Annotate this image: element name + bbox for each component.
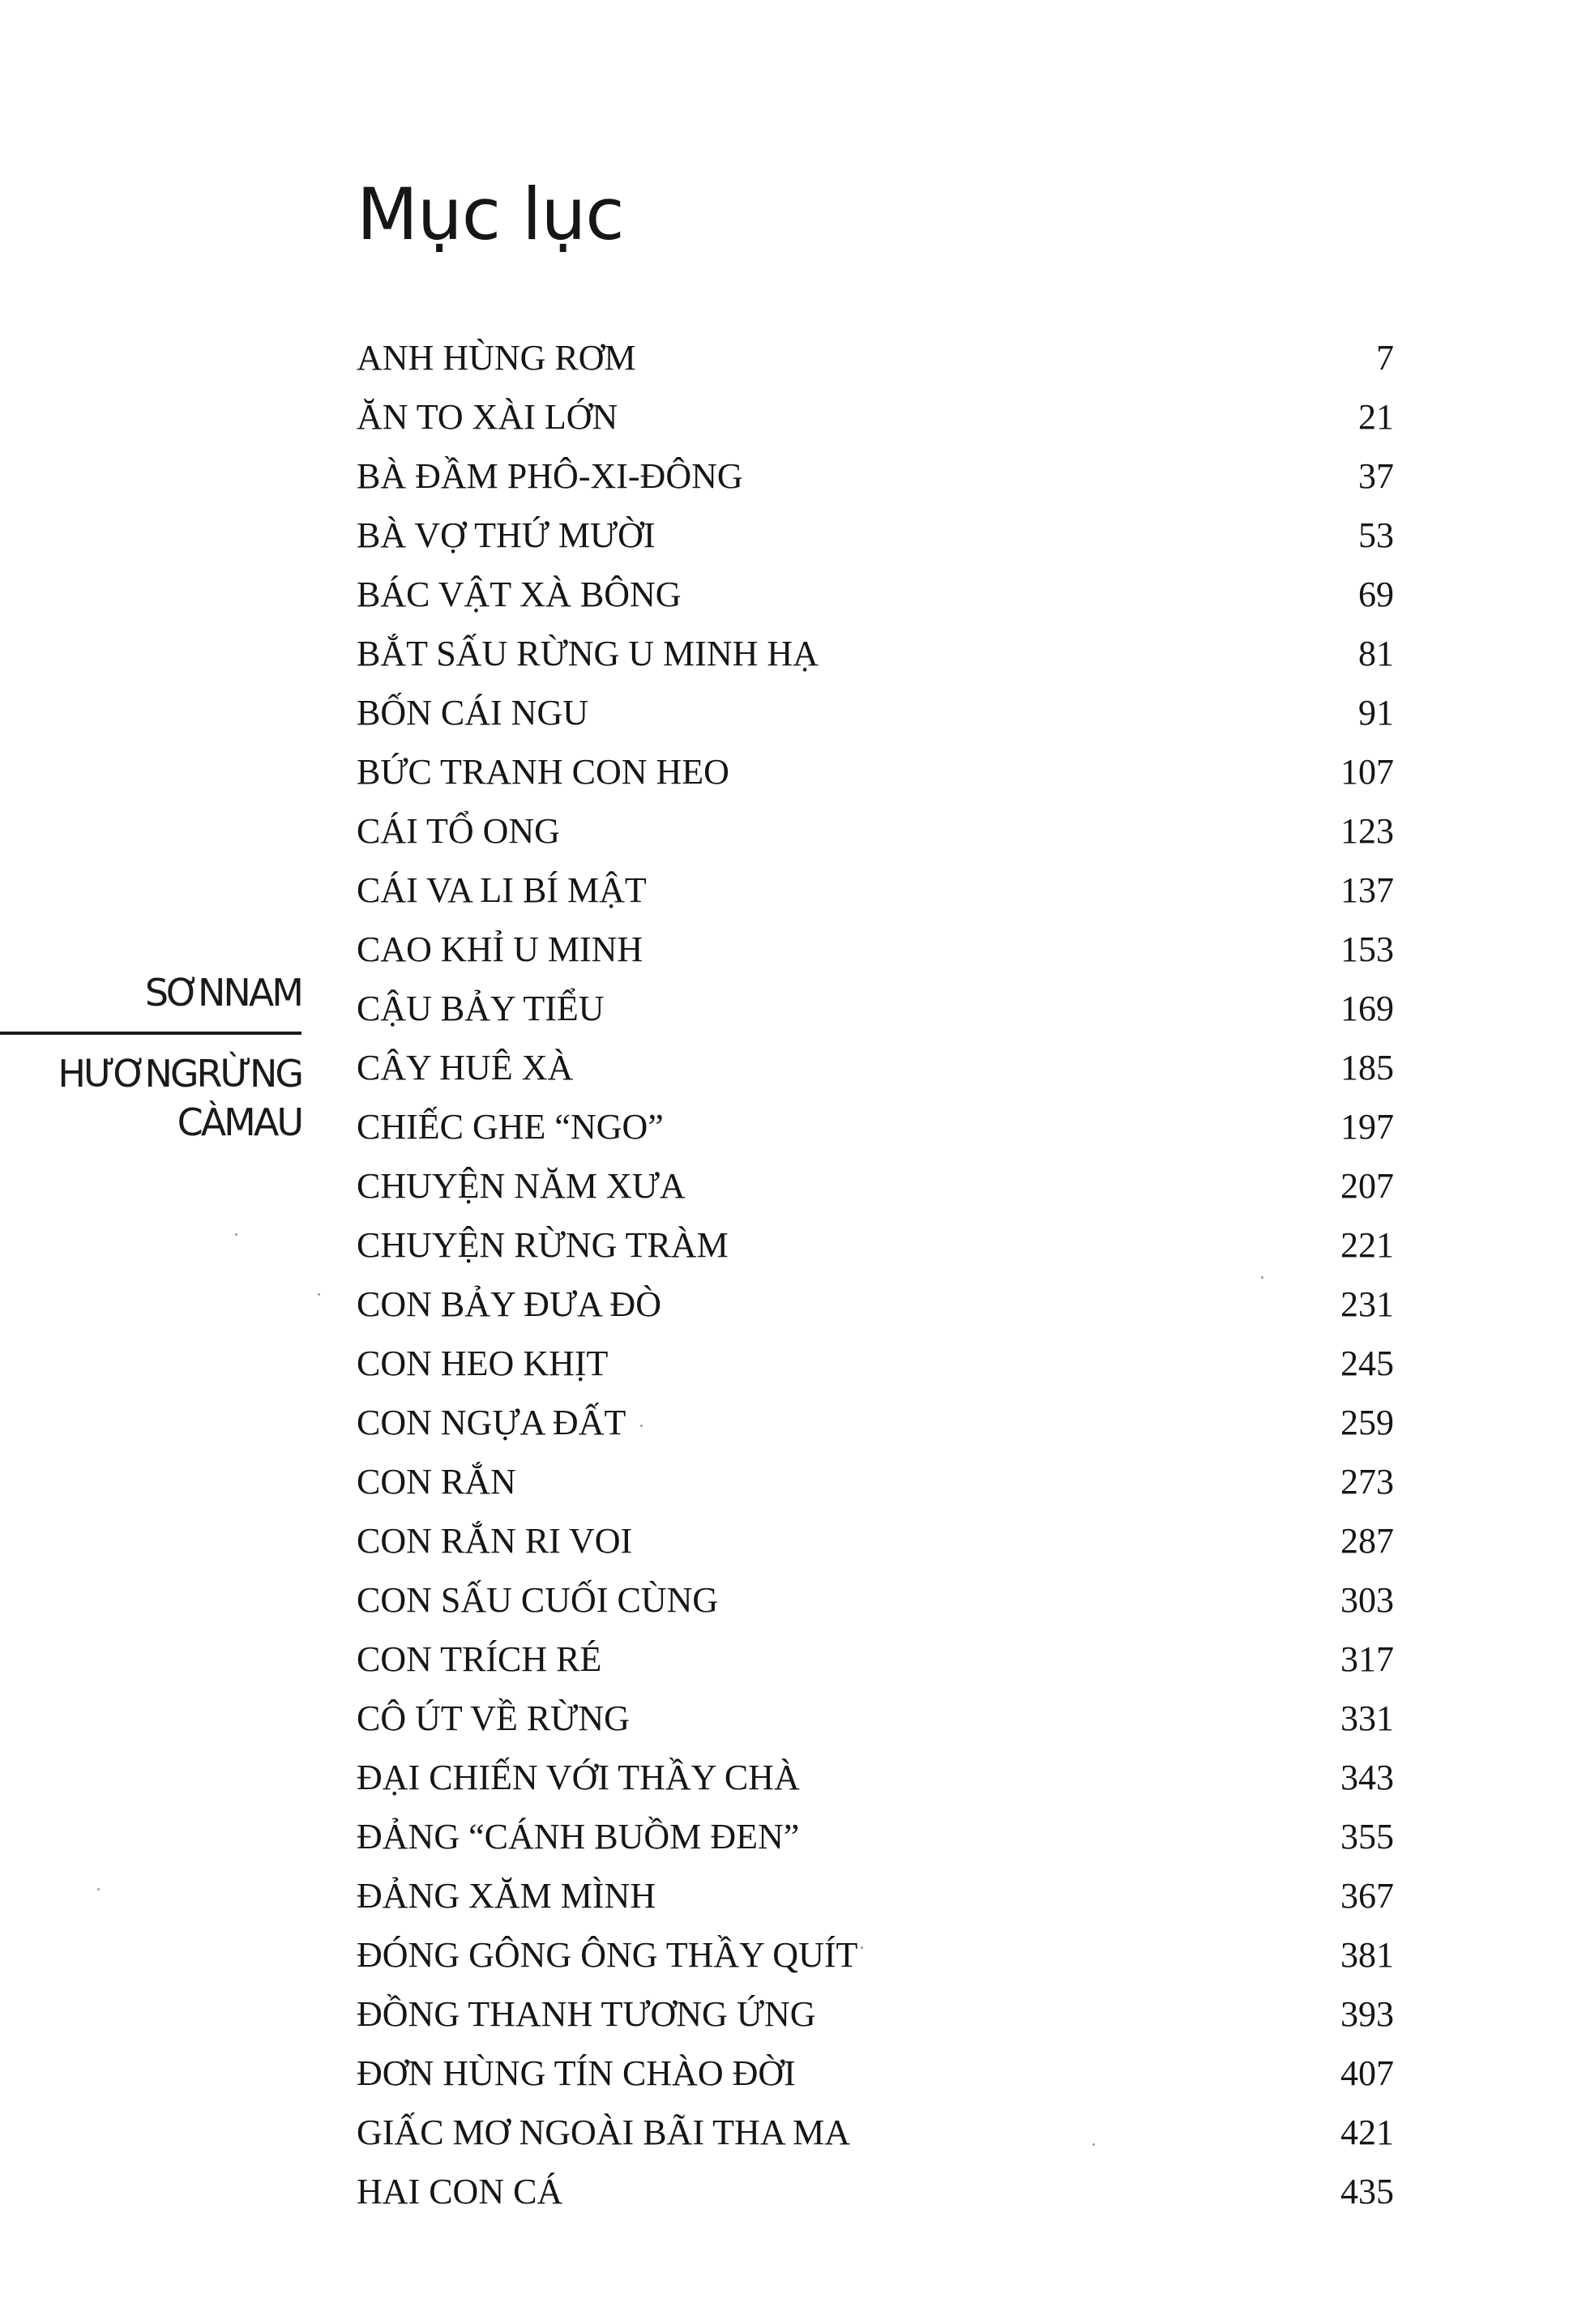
- toc-entry: [357, 1038, 1394, 1097]
- toc-entry: [357, 1925, 1394, 1984]
- toc-entry-page-number: 367: [1340, 1876, 1394, 1916]
- toc-entry: [357, 2044, 1394, 2103]
- toc-entry-page-number: 207: [1340, 1166, 1394, 1206]
- toc-entry-title: CHUYỆN RỪNG TRÀM: [357, 1225, 729, 1265]
- toc-entry-title: ĐẢNG “CÁNH BUỒM ĐEN”: [357, 1817, 800, 1856]
- toc-entry-title: CON SẤU CUỐI CÙNG: [357, 1580, 719, 1620]
- toc-entry-title: CON RẮN: [357, 1462, 516, 1502]
- toc-entry: [357, 920, 1394, 979]
- toc-entry: [357, 1334, 1394, 1393]
- toc-entry: [357, 565, 1394, 624]
- toc-entry-page-number: 137: [1340, 870, 1394, 910]
- toc-entry: [357, 1630, 1394, 1689]
- author-name: SƠNNAM: [144, 971, 301, 1015]
- toc-entry-title: CON RẮN RI VOI: [357, 1521, 633, 1561]
- scan-speck: [1092, 2143, 1095, 2146]
- toc-entry-title: HAI CON CÁ: [357, 2172, 563, 2211]
- toc-entry-page-number: 303: [1340, 1580, 1394, 1620]
- toc-entry-page-number: 317: [1340, 1639, 1394, 1679]
- toc-entry-page-number: 421: [1340, 2113, 1394, 2152]
- toc-entry-title: CON TRÍCH RÉ: [357, 1639, 602, 1679]
- toc-entry: [357, 624, 1394, 683]
- toc-entry-page-number: 273: [1340, 1462, 1394, 1502]
- toc-entry-page-number: 53: [1358, 515, 1394, 555]
- toc-entry-page-number: 91: [1358, 693, 1394, 733]
- toc-entry-title: CÂY HUÊ XÀ: [357, 1048, 574, 1087]
- toc-entry-title: CÁI TỔ ONG: [357, 811, 560, 851]
- toc-entry-title: BỨC TRANH CON HEO: [357, 752, 729, 792]
- toc-entry-title: BẮT SẤU RỪNG U MINH HẠ: [357, 634, 819, 673]
- toc-entry-title: ĐƠN HÙNG TÍN CHÀO ĐỜI: [357, 2053, 796, 2093]
- toc-entry-page-number: 185: [1340, 1048, 1394, 1087]
- toc-entry: [357, 1275, 1394, 1334]
- toc-entry-page-number: 245: [1340, 1344, 1394, 1383]
- toc-entry: [357, 1097, 1394, 1156]
- toc-entry: [357, 1689, 1394, 1748]
- toc-entry: [357, 1452, 1394, 1511]
- scan-speck: [1261, 1276, 1263, 1279]
- book-title-line: CÀMAU: [177, 1100, 301, 1144]
- toc-entry: [357, 683, 1394, 742]
- toc-entry-page-number: 69: [1358, 575, 1394, 614]
- toc-entry-page-number: 331: [1340, 1698, 1394, 1738]
- toc-entry: [357, 1748, 1394, 1807]
- scan-speck: [861, 1946, 863, 1949]
- toc-entry-page-number: 355: [1340, 1817, 1394, 1856]
- toc-entry-title: CHUYỆN NĂM XƯA: [357, 1166, 686, 1206]
- sidebar-divider: [0, 1032, 301, 1035]
- toc-entry-title: ĐỒNG THANH TƯƠNG ỨNG: [357, 1994, 816, 2034]
- toc-entry: [357, 1215, 1394, 1275]
- toc-entry-title: CAO KHỈ U MINH: [357, 929, 643, 969]
- toc-entry-title: BÁC VẬT XÀ BÔNG: [357, 575, 682, 614]
- toc-entry-page-number: 231: [1340, 1284, 1394, 1324]
- toc-entry: [357, 1807, 1394, 1866]
- toc-entry-title: CON HEO KHỊT: [357, 1344, 609, 1383]
- toc-entry: [357, 1570, 1394, 1630]
- toc-entry-page-number: 259: [1340, 1403, 1394, 1442]
- toc-entry-title: BỐN CÁI NGU: [357, 693, 588, 733]
- toc-entry-title: ANH HÙNG RƠM: [357, 338, 636, 378]
- toc-entry-page-number: 169: [1340, 989, 1394, 1028]
- toc-entry-title: CẬU BẢY TIỂU: [357, 989, 605, 1028]
- toc-entry-title: ĐÓNG GÔNG ÔNG THẦY QUÍT: [357, 1935, 858, 1975]
- toc-entry-page-number: 287: [1340, 1521, 1394, 1561]
- toc-entry-title: ĐẠI CHIẾN VỚI THẦY CHÀ: [357, 1758, 800, 1797]
- toc-entry-page-number: 343: [1340, 1758, 1394, 1797]
- scan-speck: [235, 1233, 237, 1236]
- toc-entry: [357, 2162, 1394, 2221]
- toc-entry: [357, 801, 1394, 861]
- toc-entry-page-number: 407: [1340, 2053, 1394, 2093]
- table-of-contents: [357, 328, 1394, 2221]
- toc-entry: [357, 1393, 1394, 1452]
- toc-entry: [357, 1511, 1394, 1570]
- toc-entry-page-number: 37: [1358, 456, 1394, 496]
- toc-entry-page-number: 435: [1340, 2172, 1394, 2211]
- toc-entry: [357, 1866, 1394, 1925]
- toc-entry-page-number: 221: [1340, 1225, 1394, 1265]
- scan-speck: [97, 1888, 100, 1890]
- toc-entry-page-number: 381: [1340, 1935, 1394, 1975]
- toc-entry: [357, 387, 1394, 446]
- toc-entry: [357, 506, 1394, 565]
- book-title-line: HƯƠNGRỪNG: [58, 1052, 301, 1096]
- toc-entry-title: ĐẢNG XĂM MÌNH: [357, 1876, 656, 1916]
- toc-entry-title: GIẤC MƠ NGOÀI BÃI THA MA: [357, 2113, 851, 2152]
- toc-entry-page-number: 81: [1358, 634, 1394, 673]
- toc-entry: [357, 1984, 1394, 2044]
- toc-entry-page-number: 197: [1340, 1107, 1394, 1147]
- toc-entry: [357, 861, 1394, 920]
- toc-entry-page-number: 107: [1340, 752, 1394, 792]
- toc-entry-title: CON BẢY ĐƯA ĐÒ: [357, 1284, 661, 1324]
- toc-entry-title: CON NGỰA ĐẤT: [357, 1403, 626, 1442]
- toc-entry: [357, 2103, 1394, 2162]
- toc-entry: [357, 446, 1394, 506]
- toc-entry-page-number: 123: [1340, 811, 1394, 851]
- toc-entry-page-number: 21: [1358, 397, 1394, 437]
- page-title: Mục lục: [357, 173, 624, 256]
- toc-entry-title: BÀ VỢ THỨ MƯỜI: [357, 515, 656, 555]
- toc-entry-title: CHIẾC GHE “NGO”: [357, 1107, 664, 1147]
- toc-entry-title: CÁI VA LI BÍ MẬT: [357, 870, 647, 910]
- toc-entry-title: ĂN TO XÀI LỚN: [357, 397, 618, 437]
- toc-entry-title: BÀ ĐẦM PHÔ-XI-ĐÔNG: [357, 456, 743, 496]
- scan-speck: [640, 1425, 643, 1427]
- toc-entry-page-number: 153: [1340, 929, 1394, 969]
- toc-entry: [357, 979, 1394, 1038]
- toc-entry: [357, 1156, 1394, 1215]
- toc-entry-title: CÔ ÚT VỀ RỪNG: [357, 1698, 630, 1738]
- toc-entry-page-number: 393: [1340, 1994, 1394, 2034]
- toc-entry: [357, 742, 1394, 801]
- book-title: [58, 1049, 301, 1147]
- toc-entry: [357, 328, 1394, 387]
- scan-speck: [318, 1293, 320, 1296]
- toc-entry-page-number: 7: [1376, 338, 1394, 378]
